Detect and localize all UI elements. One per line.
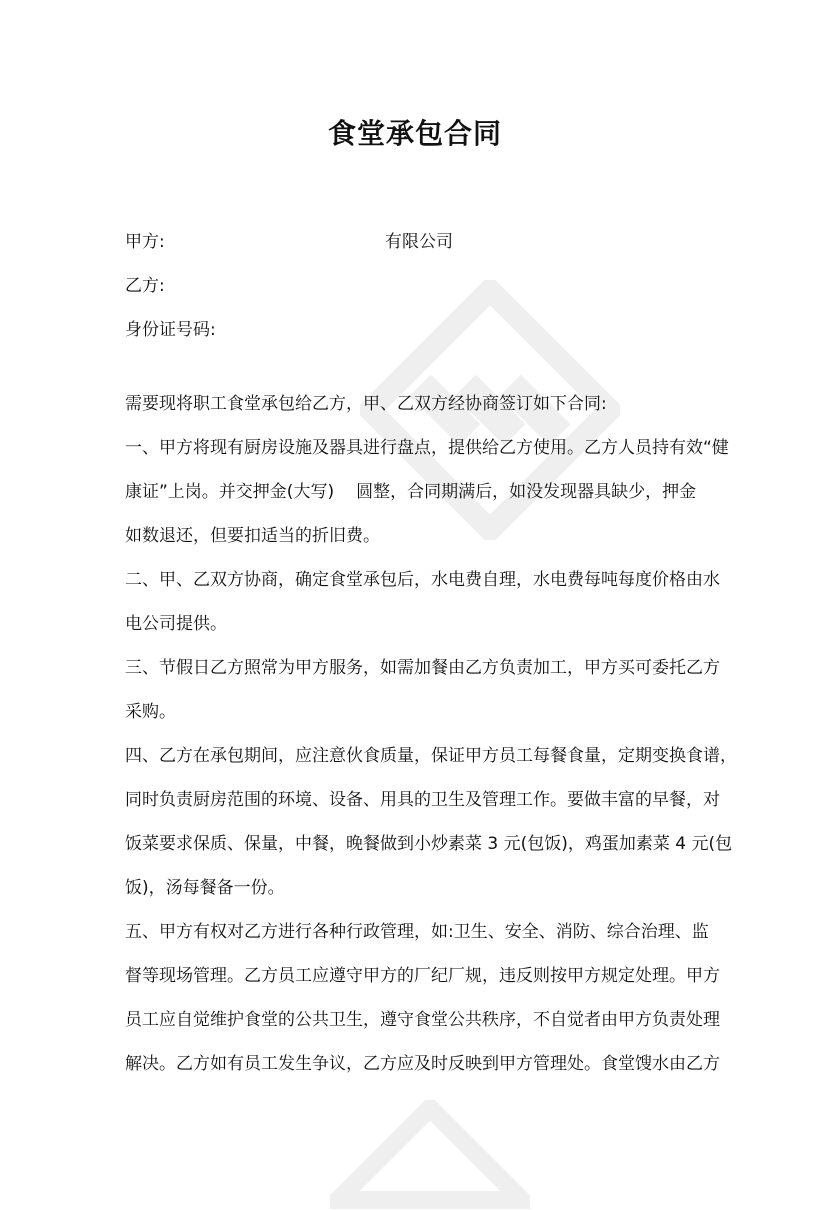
- party-a-value: 有限公司: [385, 232, 453, 252]
- clause-4-line-2: 同时负责厨房范围的环境、设备、用具的卫生及管理工作。要做丰富的早餐，对: [125, 790, 720, 810]
- intro-paragraph: 需要现将职工食堂承包给乙方，甲、乙双方经协商签订如下合同:: [125, 394, 607, 414]
- id-number-label: 身份证号码:: [125, 320, 216, 340]
- clause-5-line-4: 解决。乙方如有员工发生争议，乙方应及时反映到甲方管理处。食堂馊水由乙方: [125, 1054, 720, 1074]
- party-a-line: [125, 230, 715, 254]
- party-b-line: [125, 274, 715, 298]
- clause-4-line-3: 饭菜要求保质、保量，中餐，晚餐做到小炒素菜 3 元(包饭)，鸡蛋加素菜 4 元(包: [125, 834, 733, 854]
- party-b-label: 乙方:: [125, 276, 165, 296]
- clause-2-line-1: 二、甲、乙双方协商，确定食堂承包后，水电费自理，水电费每吨每度价格由水: [125, 570, 720, 590]
- id-number-line: [125, 318, 715, 342]
- clause-2-line-2: 电公司提供。: [125, 614, 227, 634]
- clause-5-line-1: 五、甲方有权对乙方进行各种行政管理，如:卫生、安全、消防、综合治理、监: [125, 922, 709, 942]
- clause-1-line-2: [125, 480, 715, 504]
- document-title: 食堂承包合同: [327, 117, 502, 150]
- deposit-text: 康证”上岗。并交押金(大写): [125, 482, 335, 502]
- clause-4-line-1: 四、乙方在承包期间，应注意伙食质量，保证甲方员工每餐食量，定期变换食谱，: [125, 746, 737, 766]
- clause-5-line-3: 员工应自觉维护食堂的公共卫生，遵守食堂公共秩序，不自觉者由甲方负责处理: [125, 1010, 720, 1030]
- clause-3-line-2: 采购。: [125, 702, 176, 722]
- clause-1-line-1: 一、甲方将现有厨房设施及器具进行盘点，提供给乙方使用。乙方人员持有效“健: [125, 438, 729, 458]
- clause-3-line-1: 三、节假日乙方照常为甲方服务，如需加餐由乙方负责加工，甲方买可委托乙方: [125, 658, 720, 678]
- watermark-logo-bottom: [330, 1100, 530, 1210]
- clause-5-line-2: 督等现场管理。乙方员工应遵守甲方的厂纪厂规，违反则按甲方规定处理。甲方: [125, 966, 720, 986]
- party-a-label: 甲方:: [125, 232, 165, 252]
- clause-1-line-3: 如数退还，但要扣适当的折旧费。: [125, 526, 380, 546]
- clause-4-line-4: 饭)，汤每餐备一份。: [125, 878, 285, 898]
- deposit-text-cont: 圆整，合同期满后，如没发现器具缺少，押金: [356, 482, 697, 502]
